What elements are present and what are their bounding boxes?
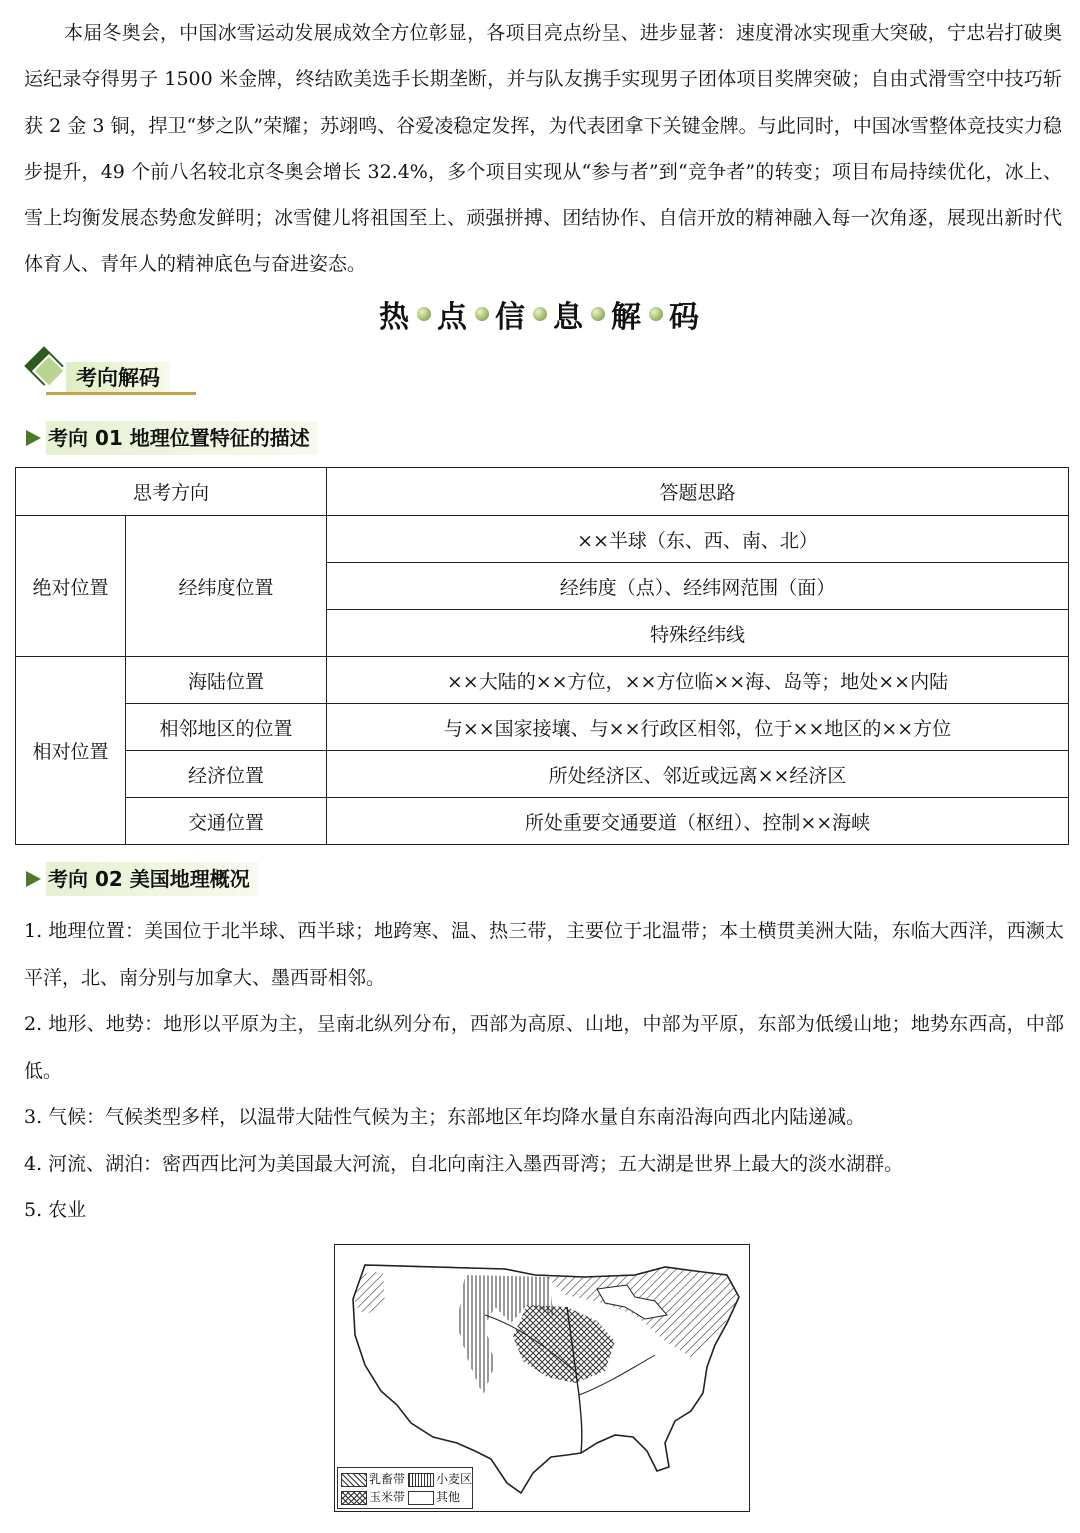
table-sub-cell: 交通位置 [126, 798, 327, 845]
topic-02-title: 考向 02 美国地理概况 [46, 862, 258, 896]
banner-char: 解 [611, 300, 643, 335]
list-item: 1. 地理位置：美国位于北半球、西半球；地跨寒、温、热三带，主要位于北温带；本土横贯美洲大陆，东临大西洋，西濒太平洋，北、南分别与加拿大、墨西哥相邻。 [24, 920, 1064, 989]
legend-item-corn: 玉米带 [341, 1489, 405, 1505]
intro-paragraph: 本届冬奥会，中国冰雪运动发展成效全方位彰显，各项目亮点纷呈、进步显著：速度滑冰实现重大突破，宁忠岩打破奥运纪录夺得男子 1500 米金牌，终结欧美选手长期垄断，并与队友携手实现男子团体项目奖牌突破；自由式滑雪空中技巧斩获 2 金 3 铜，捍卫“梦之队”荣耀；苏翊鸣、谷爱凌稳定发挥，为代表团拿下关键金牌。与此同时，中国冰雪整体竞技实力稳步提升，49 个前八名较北京冬奥会增长 32.4%，多个项目实现从“参与者”到“竞争者”的转变；项目布局持续优化，冰上、雪上均衡发展态势愈发鲜明；冰雪健儿将祖国至上、顽强拼搏、团结协作、自信开放的精神融入每一次角逐，展现出新时代体育人、青年人的精神底色与奋进姿态。 [24, 22, 1062, 276]
banner-char: 热 [379, 300, 411, 335]
table-cell: 所处经济区、邻近或远离××经济区 [327, 751, 1069, 798]
legend-item-wheat: 小麦区 [408, 1471, 472, 1487]
table-cell: 特殊经纬线 [327, 610, 1069, 657]
map-legend [337, 1467, 473, 1509]
section-heading-label: 考向解码 [66, 362, 170, 394]
table-header-cell: 答题思路 [327, 468, 1069, 516]
table-row [16, 798, 1069, 845]
cross-hatch-icon [341, 1491, 367, 1505]
table-cell: 所处重要交通要道（枢纽）、控制××海峡 [327, 798, 1069, 845]
list-item: 5. 农业 [24, 1199, 87, 1221]
heading-underline [46, 392, 196, 395]
legend-item-other: 其他 [408, 1489, 460, 1505]
banner-dot [649, 307, 663, 321]
table-cell: 与××国家接壤、与××行政区相邻，位于××地区的××方位 [327, 704, 1069, 751]
table-header-cell: 思考方向 [16, 468, 327, 516]
list-item: 2. 地形、地势：地形以平原为主，呈南北纵列分布，西部为高原、山地，中部为平原，东部为低缓山地；地势东西高，中部低。 [24, 1013, 1064, 1082]
banner-dot [475, 307, 489, 321]
table-sub-cell: 经纬度位置 [126, 516, 327, 657]
table-sub-cell: 经济位置 [126, 751, 327, 798]
list-item: 3. 气候：气候类型多样，以温带大陆性气候为主；东部地区年均降水量自东南沿海向西北内陆递减。 [24, 1106, 866, 1128]
banner-char: 码 [669, 300, 701, 335]
banner-char: 息 [553, 300, 585, 335]
topic-01-title: 考向 01 地理位置特征的描述 [46, 421, 318, 455]
banner-char: 点 [437, 300, 469, 335]
table-cell: ××大陆的××方位，××方位临××海、岛等；地处××内陆 [327, 657, 1069, 704]
table-sub-cell: 相邻地区的位置 [126, 704, 327, 751]
banner-title [0, 292, 1080, 336]
diagonal-hatch-icon [341, 1473, 367, 1487]
banner-dot [533, 307, 547, 321]
triangle-icon [26, 871, 41, 887]
banner-dot [591, 307, 605, 321]
table-row [16, 751, 1069, 798]
usa-points-list [24, 908, 1064, 1234]
table-group-cell: 相对位置 [16, 657, 126, 845]
table-row [16, 657, 1069, 704]
table-row [16, 704, 1069, 751]
triangle-icon [26, 430, 41, 446]
blank-swatch-icon [408, 1491, 434, 1505]
table-row [16, 516, 1069, 563]
list-item: 4. 河流、湖泊：密西西比河为美国最大河流，自北向南注入墨西哥湾；五大湖是世界上最大的淡水湖群。 [24, 1152, 904, 1175]
table-header-row [16, 468, 1069, 516]
table-cell: ××半球（东、西、南、北） [327, 516, 1069, 563]
legend-item-dairy: 乳畜带 [341, 1471, 405, 1487]
banner-dot [417, 307, 431, 321]
vertical-hatch-icon [408, 1473, 434, 1487]
section-heading [20, 348, 220, 398]
location-table [15, 467, 1069, 845]
table-sub-cell: 海陆位置 [126, 657, 327, 704]
table-cell: 经纬度（点）、经纬网范围（面） [327, 563, 1069, 610]
usa-agriculture-map [334, 1244, 750, 1512]
table-group-cell: 绝对位置 [16, 516, 126, 657]
banner-char: 信 [495, 300, 527, 335]
